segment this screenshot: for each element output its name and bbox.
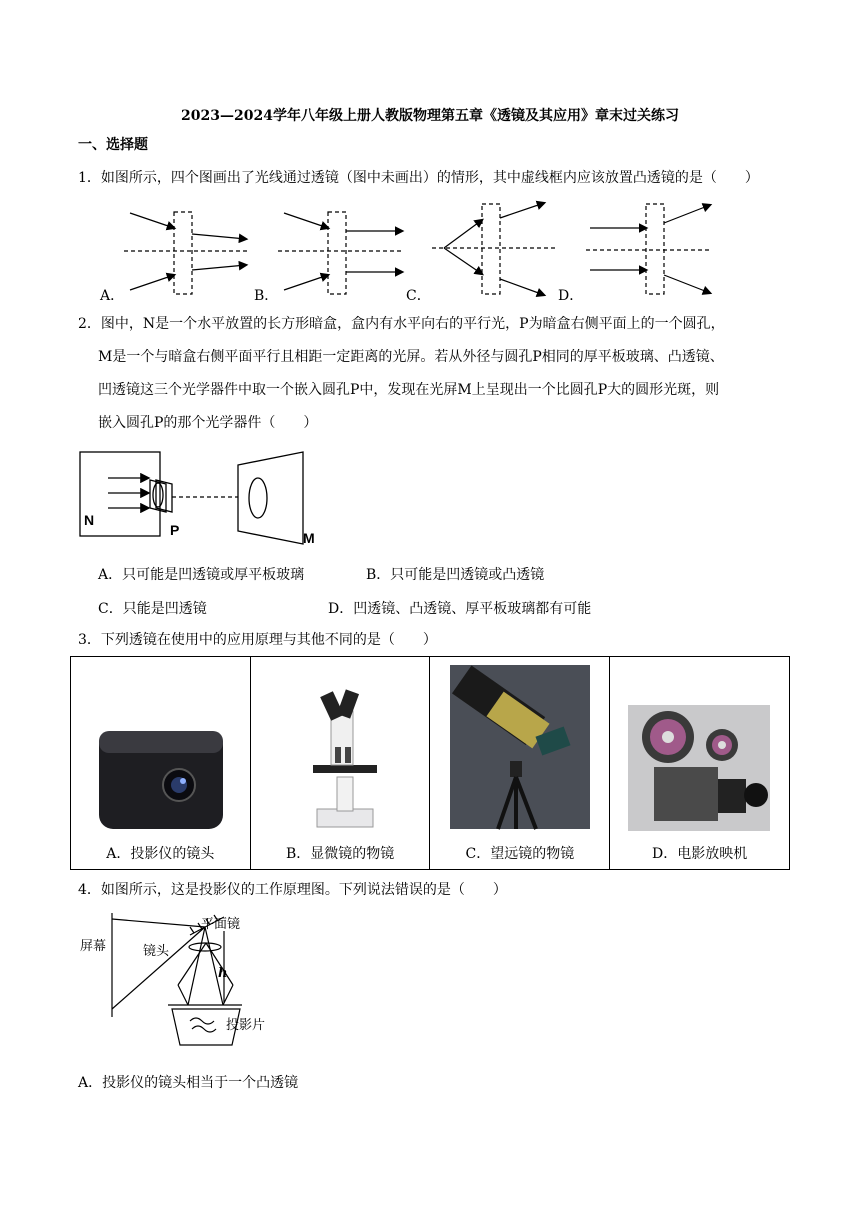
q3-caption-a: A．投影仪的镜头 [106, 846, 215, 862]
q2-stem-line-1: 2．图中，N是一个水平放置的长方形暗盒，盒内有水平向右的平行光，P为暗盒右侧平面上的一个圆孔， [78, 316, 725, 332]
q2-option-a: A．只可能是凹透镜或厚平板玻璃 [98, 567, 305, 583]
q1-figure-d [586, 204, 712, 294]
q1-label-d: D． [558, 288, 584, 304]
q2-option-c: C．只能是凹透镜 [98, 601, 207, 617]
projector-image [97, 725, 227, 835]
q3-cell-d [610, 657, 790, 870]
q2-stem-line-2: M是一个与暗盒右侧平面平行且相距一定距离的光屏。若从外径与圆孔P相同的厚平板玻璃、凸透镜、 [98, 349, 724, 365]
q1-stem: 1．如图所示，四个图画出了光线通过透镜（图中未画出）的情形，其中虚线框内应该放置凸透镜的是（ ） [78, 170, 759, 186]
q2-label-n: N [84, 512, 95, 528]
q1-label-c: C． [406, 288, 431, 304]
q3-cell-b [250, 657, 430, 870]
q2-option-d: D．凹透镜、凸透镜、厚平板玻璃都有可能 [328, 601, 592, 617]
q3-caption-b: B．显微镜的物镜 [285, 846, 395, 862]
q3-stem: 3．下列透镜在使用中的应用原理与其他不同的是（ ） [78, 632, 437, 648]
q4-label-lens: 镜头 [143, 943, 170, 958]
q2-option-b: B．只可能是凹透镜或凸透镜 [366, 567, 545, 583]
q2-figure [78, 450, 338, 550]
q3-caption-d: D．电影放映机 [651, 846, 748, 862]
q4-label-screen: 屏幕 [80, 938, 107, 953]
q1-label-b: B． [254, 288, 279, 304]
q2-label-p: P [170, 522, 180, 538]
page-title: 2023—2024学年八年级上册人教版物理第五章《透镜及其应用》章末过关练习 [181, 108, 679, 124]
telescope-image [450, 665, 590, 829]
q4-stem: 4．如图所示，这是投影仪的工作原理图。下列说法错误的是（ ） [78, 882, 507, 898]
q2-stem-line-4: 嵌入圆孔P的那个光学器件（ ） [98, 415, 318, 431]
q3-image-table [70, 656, 790, 870]
q3-caption-c: C．望远镜的物镜 [465, 846, 575, 862]
q3-cell-a [71, 657, 251, 870]
section-heading: 一、选择题 [78, 137, 148, 153]
q4-label-mirror: 平面镜 [201, 916, 241, 931]
q2-stem-line-3: 凹透镜这三个光学器件中取一个嵌入圆孔P中，发现在光屏M上呈现出一个比圆孔P大的圆形光斑，则 [98, 382, 720, 398]
q1-figure-b [278, 212, 402, 294]
q1-label-a: A． [100, 288, 125, 304]
q1-figure-c [432, 203, 556, 295]
q4-label-slide: 投影片 [226, 1017, 266, 1032]
q1-figure-a [124, 212, 248, 294]
q4-option-a: A．投影仪的镜头相当于一个凸透镜 [78, 1075, 299, 1091]
film-projector-image [628, 705, 770, 831]
q2-label-m: M [303, 530, 315, 546]
microscope-image [297, 681, 387, 831]
q3-cell-c [430, 657, 610, 870]
q4-label-h: h [218, 966, 228, 981]
